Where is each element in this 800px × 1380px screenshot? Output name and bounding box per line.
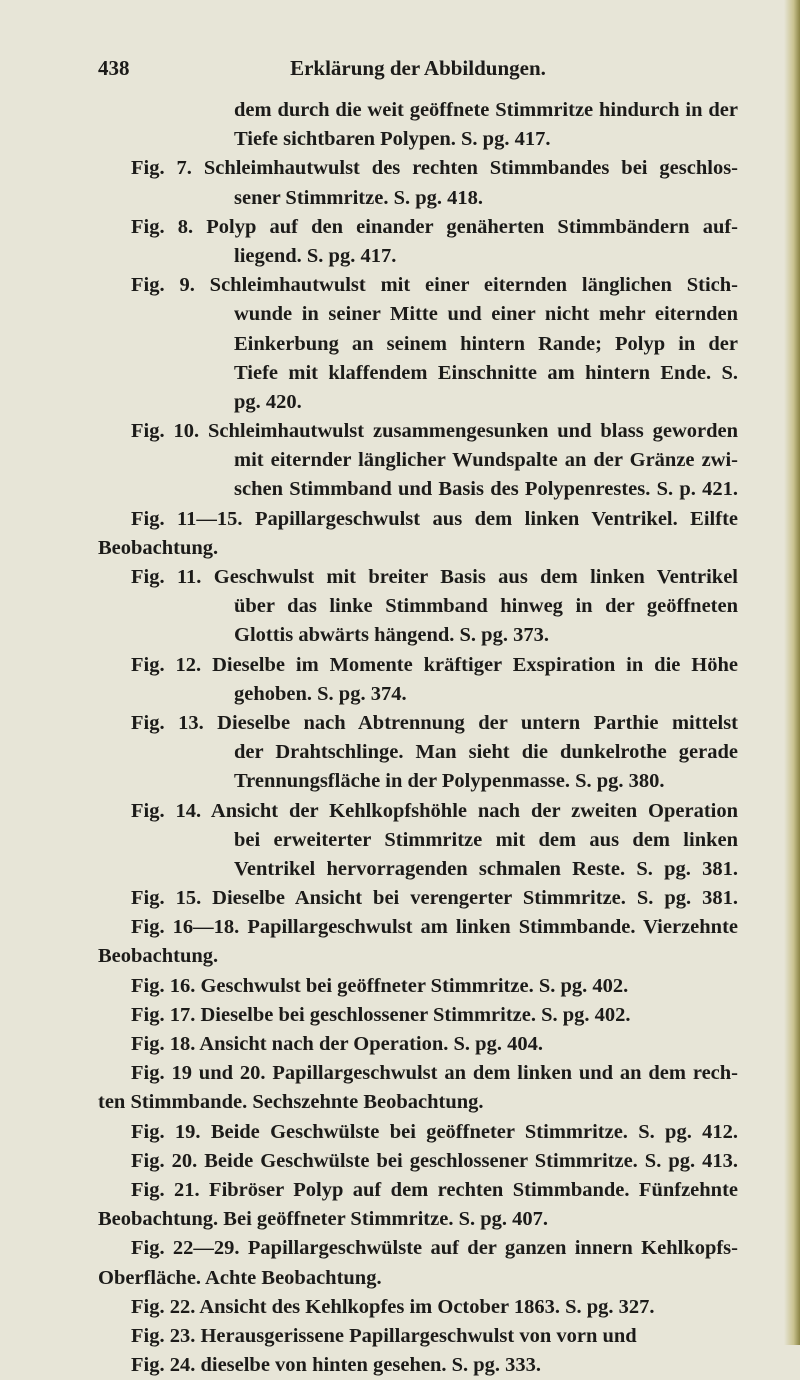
- text-line: Fig. 13. Dieselbe nach Abtrennung der untern Parthie mittelst: [131, 711, 738, 734]
- figure-explanations-text: [98, 96, 738, 1380]
- text-line: Tiefe sichtbaren Polypen. S. pg. 417.: [234, 128, 551, 151]
- text-line: sener Stimmritze. S. pg. 418.: [234, 186, 484, 209]
- text-line: Fig. 19. Beide Geschwülste bei geöffneter Stimmritze. S. pg. 412.: [131, 1120, 738, 1143]
- text-line: der Drahtschlinge. Man sieht die dunkelrothe gerade: [234, 741, 738, 764]
- text-line: Fig. 16—18. Papillargeschwulst am linken Stimmbande. Vierzehnte: [131, 916, 738, 939]
- text-line: Fig. 7. Schleimhautwulst des rechten Stimmbandes bei geschlos-: [131, 157, 738, 180]
- text-line: Glottis abwärts hängend. S. pg. 373.: [234, 624, 549, 647]
- text-line: Trennungsfläche in der Polypenmasse. S. pg. 380.: [234, 770, 665, 793]
- text-line: Fig. 11. Geschwulst mit breiter Basis aus dem linken Ventrikel: [131, 566, 738, 588]
- text-line: Fig. 21. Fibröser Polyp auf dem rechten Stimmbande. Fünfzehnte: [131, 1178, 738, 1201]
- text-line: Fig. 10. Schleimhautwulst zusammengesunken und blass geworden: [131, 420, 738, 443]
- page-edge-shadow: [784, 0, 800, 1345]
- text-line: Fig. 20. Beide Geschwülste bei geschlossener Stimmritze. S. pg. 413.: [131, 1149, 738, 1172]
- text-line: Beobachtung.: [98, 536, 219, 559]
- text-line: Fig. 12. Dieselbe im Momente kräftiger Exspiration in die Höhe: [131, 653, 738, 676]
- text-line: Ventrikel hervorragenden schmalen Reste. S. pg. 381.: [234, 857, 738, 880]
- page-header: [98, 52, 738, 92]
- text-line: bei erweiterter Stimmritze mit dem aus dem linken: [234, 828, 738, 851]
- text-line: Oberfläche. Achte Beobachtung.: [98, 1266, 382, 1289]
- text-line: Einkerbung an seinem hintern Rande; Polyp in der: [234, 332, 738, 355]
- text-line: liegend. S. pg. 417.: [234, 244, 397, 267]
- text-line: Fig. 22—29. Papillargeschwülste auf der ganzen innern Kehlkopfs-: [131, 1237, 738, 1260]
- text-line: ten Stimmbande. Sechszehnte Beobachtung.: [98, 1091, 484, 1114]
- text-line: Fig. 24. dieselbe von hinten gesehen. S. pg. 333.: [131, 1354, 542, 1377]
- text-line: über das linke Stimmband hinweg in der geöffneten: [234, 595, 738, 618]
- text-line: wunde in seiner Mitte und einer nicht mehr eiternden: [234, 303, 738, 326]
- text-line: Fig. 18. Ansicht nach der Operation. S. pg. 404.: [131, 1033, 543, 1055]
- running-title: Erklärung der Abbildungen.: [290, 56, 546, 80]
- text-line: schen Stimmband und Basis des Polypenrestes. S. p. 421.: [234, 478, 738, 501]
- text-line: Fig. 15. Dieselbe Ansicht bei verengerter Stimmritze. S. pg. 381.: [131, 887, 738, 910]
- text-line: Fig. 11—15. Papillargeschwulst aus dem linken Ventrikel. Eilfte: [131, 507, 738, 530]
- text-line: gehoben. S. pg. 374.: [234, 682, 407, 705]
- text-line: Fig. 23. Herausgerissene Papillargeschwulst von vorn und: [131, 1324, 637, 1347]
- text-line: Fig. 14. Ansicht der Kehlkopfshöhle nach der zweiten Operation: [131, 799, 738, 822]
- text-line: Beobachtung. Bei geöffneter Stimmritze. S. pg. 407.: [98, 1208, 548, 1231]
- text-line: Fig. 9. Schleimhautwulst mit einer eiternden länglichen Stich-: [131, 274, 738, 297]
- text-line: Fig. 17. Dieselbe bei geschlossener Stimmritze. S. pg. 402.: [131, 1003, 631, 1026]
- text-line: dem durch die weit geöffnete Stimmritze hindurch in der: [234, 99, 738, 121]
- text-line: pg. 420.: [234, 390, 302, 413]
- text-line: Beobachtung.: [98, 945, 219, 968]
- page-number: 438: [98, 56, 130, 80]
- text-line: Fig. 8. Polyp auf den einander genäherten Stimmbändern auf-: [131, 215, 738, 238]
- text-line: Tiefe mit klaffendem Einschnitte am hintern Ende. S.: [234, 361, 738, 384]
- text-line: Fig. 22. Ansicht des Kehlkopfes im October 1863. S. pg. 327.: [131, 1295, 655, 1318]
- text-line: Fig. 19 und 20. Papillargeschwulst an dem linken und an dem rech-: [131, 1062, 738, 1085]
- text-line: Fig. 16. Geschwulst bei geöffneter Stimmritze. S. pg. 402.: [131, 974, 629, 997]
- text-line: mit eiternder länglicher Wundspalte an der Gränze zwi-: [234, 449, 738, 472]
